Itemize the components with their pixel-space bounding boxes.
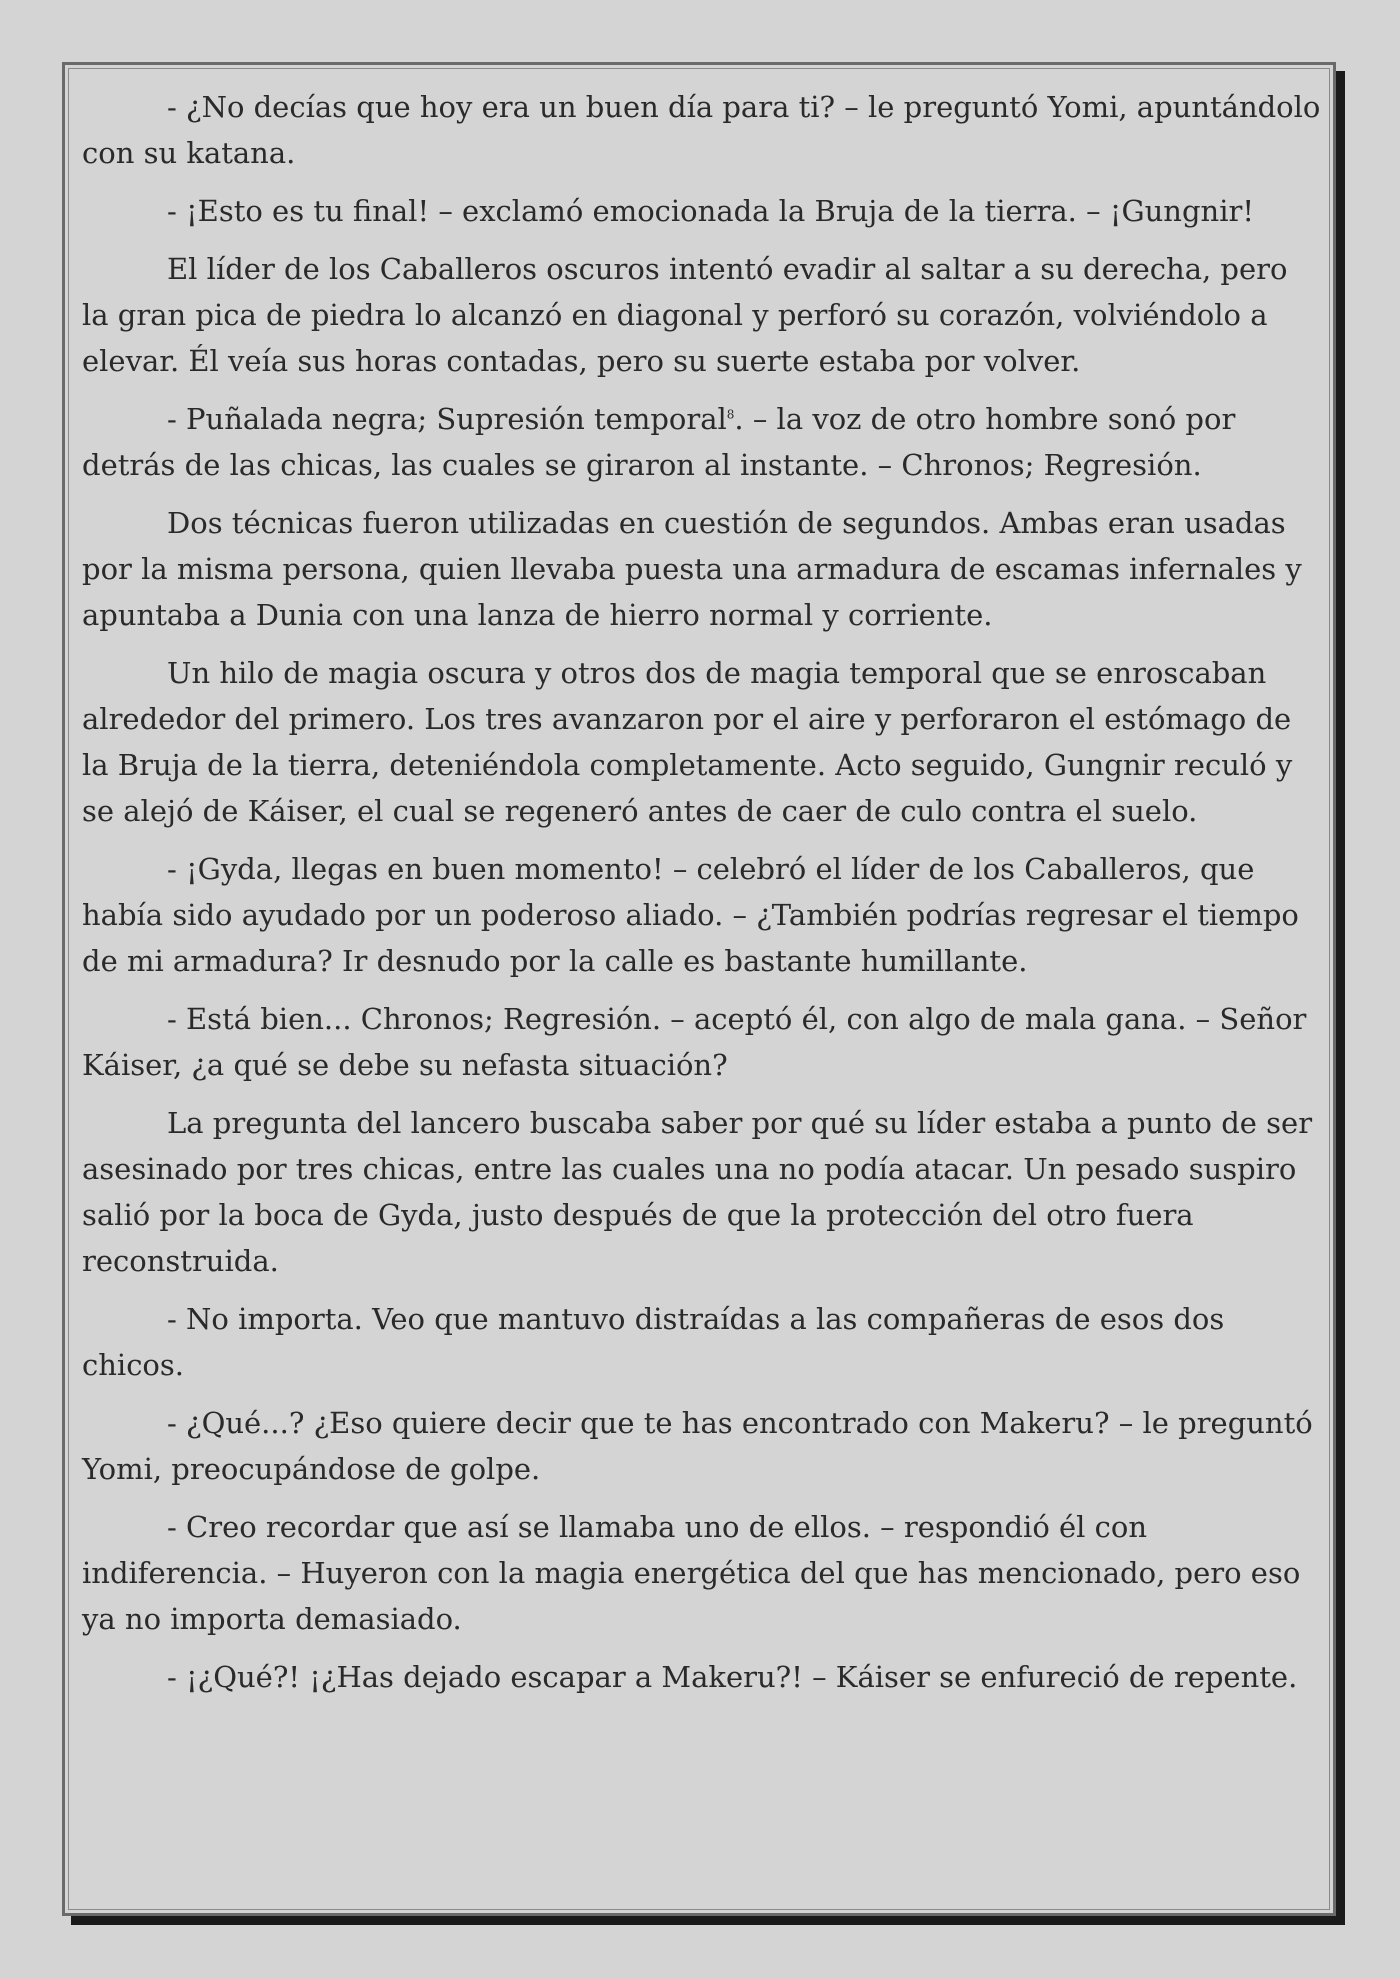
paragraph-1: - ¿No decías que hoy era un buen día para ti? – le preguntó Yomi, apuntándolo con su katana. xyxy=(82,90,1321,170)
paragraph-11: - ¿Qué...? ¿Eso quiere decir que te has encontrado con Makeru? – le preguntó Yomi, preocupándose de golpe. xyxy=(82,1406,1313,1486)
paragraph-10: - No importa. Veo que mantuvo distraídas a las compañeras de esos dos chicos. xyxy=(82,1302,1225,1382)
footnote-marker: 8 xyxy=(726,407,735,422)
paragraph-5: Dos técnicas fueron utilizadas en cuestión de segundos. Ambas eran usadas por la misma persona, quien llevaba puesta una armadura de escamas infernales y apuntaba a Dunia con una lanza de hierro normal y corriente. xyxy=(82,506,1302,632)
paragraph-12: - Creo recordar que así se llamaba uno de ellos. – respondió él con indiferencia. – Huyeron con la magia energética del que has mencionado, pero eso ya no importa demasiado. xyxy=(82,1510,1301,1636)
paragraph-4-before: - Puñalada negra; Supresión temporal xyxy=(167,402,727,436)
paragraph-7: - ¡Gyda, llegas en buen momento! – celebró el líder de los Caballeros, que había sido ayudado por un poderoso aliado. – ¿También podrías regresar el tiempo de mi armadura? Ir desnudo por la calle es bastante humillante. xyxy=(82,852,1299,978)
document-body xyxy=(82,84,1322,1712)
paragraph-13: - ¡¿Qué?! ¡¿Has dejado escapar a Makeru?! – Káiser se enfureció de repente. xyxy=(167,1660,1298,1694)
paragraph-8: - Está bien... Chronos; Regresión. – aceptó él, con algo de mala gana. – Señor Káiser, ¿a qué se debe su nefasta situación? xyxy=(82,1002,1307,1082)
paragraph-2: - ¡Esto es tu final! – exclamó emocionada la Bruja de la tierra. – ¡Gungnir! xyxy=(167,194,1255,228)
paragraph-3: El líder de los Caballeros oscuros intentó evadir al saltar a su derecha, pero la gran pica de piedra lo alcanzó en diagonal y perforó su corazón, volviéndolo a elevar. Él veía sus horas contadas, pero su suerte estaba por volver. xyxy=(82,252,1288,378)
paragraph-9: La pregunta del lancero buscaba saber por qué su líder estaba a punto de ser asesinado por tres chicas, entre las cuales una no podía atacar. Un pesado suspiro salió por la boca de Gyda, justo después de que la protección del otro fuera reconstruida. xyxy=(82,1106,1313,1278)
paragraph-4 xyxy=(82,396,1322,488)
paragraph-4-after: . – la voz de otro hombre sonó por detrás de las chicas, las cuales se giraron al instante. – Chronos; Regresión. xyxy=(82,402,1236,482)
paragraph-6: Un hilo de magia oscura y otros dos de magia temporal que se enroscaban alrededor del primero. Los tres avanzaron por el aire y perforaron el estómago de la Bruja de la tierra, deteniéndola completamente. Acto seguido, Gungnir reculó y se alejó de Káiser, el cual se regeneró antes de caer de culo contra el suelo. xyxy=(82,656,1293,828)
